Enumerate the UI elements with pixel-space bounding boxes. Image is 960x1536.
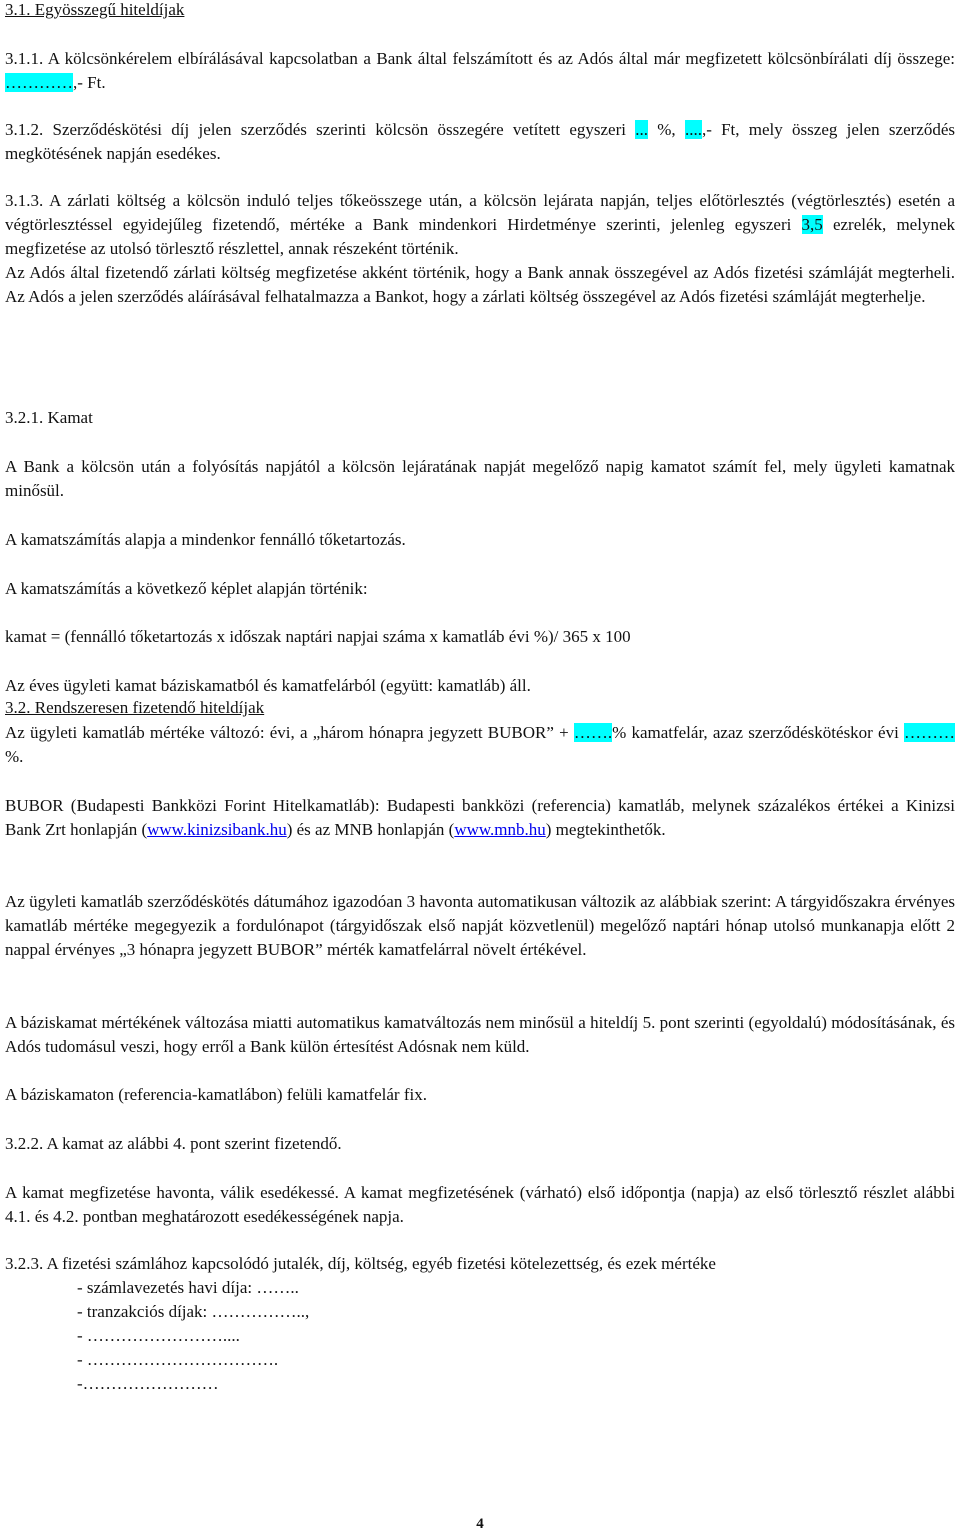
percent-blank: ... <box>635 120 648 139</box>
section-3-2-2: 3.2.2. A kamat az alábbi 4. pont szerint fizetendő. <box>5 1134 342 1153</box>
section-3-2-1-heading: 3.2.1. Kamat <box>5 408 93 427</box>
closing-cost-paragraph: Az Adós által fizetendő zárlati költség megfizetése akként történik, hogy a Bank annak összegével az Adós fizetési számláját megterheli. Az Adós a jelen szerződés aláírásával felhatalmazza a Bankot, hogy a zárlati költség összegével az Adós fizetési számláját megterhelje. <box>5 263 955 306</box>
section-3-1-heading-text: 3.1. Egyösszegű hiteldíjak <box>5 0 185 19</box>
section-3-1-heading <box>5 0 955 22</box>
fee-item-transactions: - tranzakciós díjak: …………….., <box>77 1302 310 1321</box>
section-3-2-heading <box>5 696 955 720</box>
fee-item-blank-3: -…………………… <box>77 1374 219 1393</box>
section-3-2-3-heading: 3.2.3. A fizetési számlához kapcsolódó jutalék, díj, költség, egyéb fizetési kötelezettség, és ezek mértéke <box>5 1254 716 1273</box>
fee-item-blank-1: - …………………….... <box>77 1326 240 1345</box>
mnb-link[interactable]: www.mnb.hu <box>454 820 546 839</box>
interest-paragraph-2: A kamatszámítás alapja a mindenkor fennálló tőketartozás. <box>5 530 406 549</box>
section-3-2-heading-text: 3.2. Rendszeresen fizetendő hiteldíjak <box>5 698 265 717</box>
section-3-2-3 <box>5 1252 955 1396</box>
closing-fee-value: 3,5 <box>801 215 823 234</box>
section-3-1-2: 3.1.2. Szerződéskötési díj jelen szerződés szerinti kölcsön összegére vetített egyszeri ... %, ....,- Ft, mely összeg jelen szerződés megkötésének napján esedékes. <box>5 120 955 163</box>
bubor-paragraph: BUBOR (Budapesti Bankközi Forint Hitelkamatláb): Budapesti bankközi (referencia) kamatláb, melynek százalékos értékei a Kinizsi Bank Zrt honlapján (www.kinizsibank.hu) és az MNB honlapján (www.mnb.hu) megtekinthetők. <box>5 796 955 839</box>
kinizsibank-link[interactable]: www.kinizsibank.hu <box>147 820 287 839</box>
monthly-payment-paragraph: A kamat megfizetése havonta, válik esedékessé. A kamat megfizetésének (várható) első időpontja (napja) az első törlesztő részlet alábbi 4.1. és 4.2. pontban meghatározott esedékességének napja. <box>5 1183 955 1226</box>
interest-paragraph-3: A kamatszámítás a következő képlet alapján történik: <box>5 579 368 598</box>
fee-item-blank-2: - ……………………………. <box>77 1350 279 1369</box>
fee-blank: ………… <box>5 73 73 92</box>
rate-blank: ……… <box>903 723 955 742</box>
rate-change-paragraph: Az ügyleti kamatláb szerződéskötés dátumához igazodóan 3 havonta automatikusan változik az alábbiak szerint: A tárgyidőszakra érvényes kamatláb mértéke megegyezik a fordulónapot (tárgyidőszak első napját közvetlenül) megelőző naptári hónap utolsó munkanapja előtt 2 nappal érvényes „3 hónapra jegyzett BUBOR” mérték kamatfelárral növelt értékével. <box>5 892 955 959</box>
margin-blank: ……. <box>573 723 613 742</box>
annual-interest-paragraph: Az éves ügyleti kamat báziskamatból és kamatfelárból (együtt: kamatláb) áll. <box>5 676 531 695</box>
fee-item-account: - számlavezetés havi díja: …….. <box>77 1278 299 1297</box>
fixed-margin-paragraph: A báziskamaton (referencia-kamatlábon) felüli kamatfelár fix. <box>5 1085 427 1104</box>
interest-rate-paragraph: Az ügyleti kamatláb mértéke változó: évi, a „három hónapra jegyzett BUBOR” + …….% kamatfelár, azaz szerződéskötéskor évi ………%. <box>5 723 955 766</box>
section-3-1-1: 3.1.1. A kölcsönkérelem elbírálásával kapcsolatban a Bank által felszámított és az Adós által már megfizetett kölcsönbírálati díj összege: …………,- Ft. <box>5 49 955 92</box>
amount-blank: .... <box>684 120 702 139</box>
page-number: 4 <box>476 1516 484 1532</box>
interest-formula: kamat = (fennálló tőketartozás x időszak naptári napjai száma x kamatláb évi %)/ 365 x 100 <box>5 627 631 646</box>
base-rate-paragraph: A báziskamat mértékének változása miatti automatikus kamatváltozás nem minősül a hiteldíj 5. pont szerinti (egyoldalú) módosításának, és Adós tudomásul veszi, hogy erről a Bank külön értesítést Adósnak nem küld. <box>5 1013 955 1056</box>
section-3-1-3: 3.1.3. A zárlati költség a kölcsön induló teljes tőkeösszege után, a kölcsön lejárata napján, teljes előtörlesztés (végtörlesztés) esetén a végtörlesztéssel egyidejűleg fizetendő, mértéke a Bank mindenkori Hirdetménye szerinti, jelenleg egyszeri 3,5 ezrelék, melynek megfizetése az utolsó törlesztő részlettel, annak részeként történik. <box>5 191 955 258</box>
interest-paragraph-1: A Bank a kölcsön után a folyósítás napjától a kölcsön lejáratának napját megelőző napig kamatot számít fel, mely ügyleti kamatnak minősül. <box>5 457 955 500</box>
